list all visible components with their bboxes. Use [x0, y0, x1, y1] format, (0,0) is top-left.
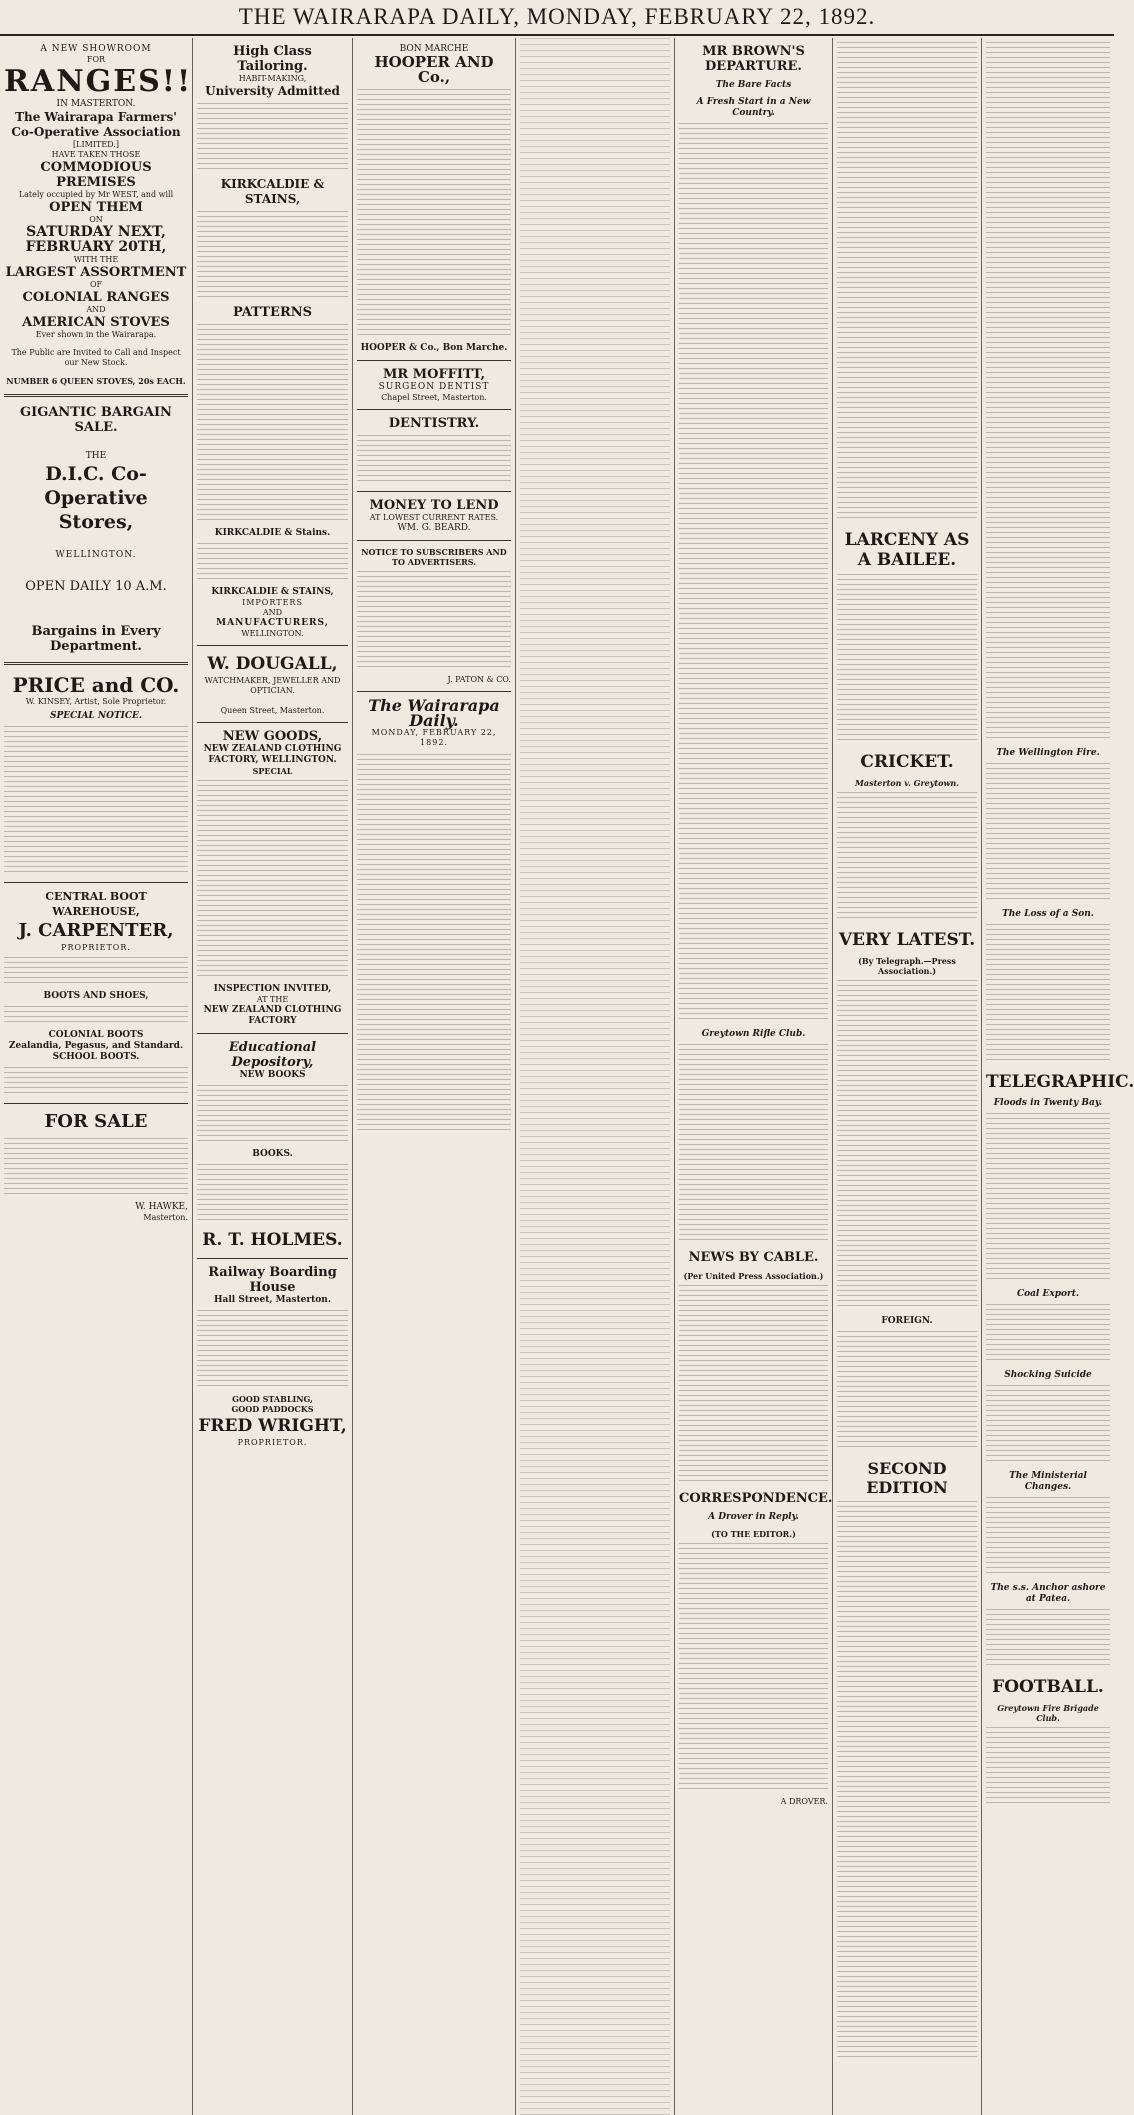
clothing-advert: [197, 729, 348, 1027]
of-text: OF: [89, 280, 103, 289]
railway-advert: [197, 1265, 348, 1448]
daily-banner: [357, 698, 511, 748]
with-the-text: WITH THE: [73, 255, 119, 264]
drover-reply-heading: A Drover in Reply.: [708, 1512, 799, 1522]
inspection-heading: INSPECTION INVITED,: [213, 984, 332, 994]
watchmaker-text: WATCHMAKER, JEWELLER AND OPTICIAN.: [204, 676, 341, 695]
continued-body: [837, 42, 977, 522]
public-invited-text: The Public are Invited to Call and Inspect our New Stock.: [11, 348, 181, 367]
colonial-ranges-heading: COLONIAL RANGES: [22, 290, 170, 305]
for-sale-heading: FOR SALE: [44, 1111, 148, 1132]
divider: [4, 882, 188, 883]
tailoring-advert: [197, 44, 348, 639]
hooper-heading: HOOPER AND Co.,: [374, 53, 494, 86]
price-body: [4, 726, 188, 876]
importers-text: IMPORTERS: [242, 598, 303, 607]
gigantic-heading: GIGANTIC BARGAIN SALE.: [20, 405, 172, 435]
column-7: [982, 38, 1134, 2115]
correspondence-body: [679, 1543, 828, 1793]
beard-text: WM. G. BEARD.: [397, 523, 471, 533]
divider: [357, 691, 511, 692]
nz-clothing-factory: NEW ZEALAND CLOTHING FACTORY: [203, 1005, 342, 1026]
university-heading: University Admitted: [205, 84, 340, 98]
continued-body: [986, 42, 1110, 742]
moffitt-heading: MR MOFFITT,: [383, 367, 485, 382]
football-heading: FOOTBALL.: [992, 1677, 1104, 1697]
price-heading: PRICE and CO.: [12, 673, 180, 697]
hooper-sig: HOOPER & Co., Bon Marche.: [360, 343, 508, 353]
at-the-text: AT THE: [256, 995, 289, 1004]
hall-street-heading: Hall Street, Masterton.: [214, 1295, 331, 1305]
zealandia-heading: Zealandia, Pegasus, and Standard.: [8, 1041, 184, 1051]
money-advert: [357, 498, 511, 534]
telegraph-text: (By Telegraph.—Press Association.): [858, 956, 956, 976]
ranges-advert: [4, 44, 193, 386]
departure-body: [679, 123, 828, 1023]
ministerial-heading: The Ministerial Changes.: [1009, 1471, 1087, 1492]
carpenter-proprietor: PROPRIETOR.: [61, 943, 131, 952]
open-daily-text: OPEN DAILY 10 A.M.: [25, 579, 167, 594]
divider: [197, 645, 348, 646]
paddocks-text: GOOD PADDOCKS: [231, 1404, 314, 1414]
patterns-heading: PATTERNS: [232, 305, 313, 320]
educational-body-2: [197, 1164, 348, 1224]
press-assoc-text: (Per United Press Association.): [683, 1271, 824, 1281]
educational-heading: Educational Depository,: [228, 1040, 317, 1070]
notice-advert: [357, 547, 511, 685]
moffitt-advert: [357, 367, 511, 403]
foreign-heading: FOREIGN.: [881, 1316, 933, 1326]
for-sale-body: [4, 1138, 188, 1198]
column-5: [675, 38, 833, 2115]
rifle-club-body: [679, 1044, 828, 1244]
floods-body: [986, 1113, 1110, 1283]
dentistry-heading: DENTISTRY.: [388, 416, 480, 431]
limited-text: [LIMITED.]: [73, 140, 119, 149]
educational-body: [197, 1085, 348, 1145]
tailoring-body: [197, 103, 348, 173]
news-column-text: [520, 38, 670, 2115]
latest-body: [837, 980, 977, 1310]
telegraphic-heading: TELEGRAPHIC.: [986, 1072, 1134, 1092]
manufacturers-text: MANUFACTURERS,: [216, 618, 329, 628]
nz-clothing-heading: NEW ZEALAND CLOTHING FACTORY, WELLINGTON.: [203, 744, 342, 765]
notice-body: [357, 571, 511, 671]
dentistry-body: [357, 435, 511, 485]
railway-body: [197, 1310, 348, 1390]
special-text: SPECIAL: [252, 766, 293, 776]
column-6: [833, 38, 982, 2115]
fresh-start-heading: A Fresh Start in a New Country.: [696, 97, 811, 118]
fire-brigade-heading: Greytown Fire Brigade Club.: [997, 1703, 1099, 1723]
dic-advert: [4, 405, 188, 654]
tailoring-body-3: [197, 324, 348, 524]
larceny-heading: LARCENY AS A BAILEE.: [844, 530, 970, 570]
larceny-body: [837, 574, 977, 744]
floods-heading: Floods in Twenty Bay.: [993, 1098, 1103, 1108]
farmers-heading: The Wairarapa Farmers' Co-Operative Association: [11, 110, 181, 139]
date-line: MONDAY, FEBRUARY 22, 1892.: [371, 728, 497, 747]
kirkcaldie-heading: KIRKCALDIE & STAINS,: [220, 177, 325, 206]
hawke-name: W. HAWKE,: [135, 1202, 188, 1212]
showroom-text: A NEW SHOWROOM: [40, 44, 152, 54]
stoves-price-text: NUMBER 6 QUEEN STOVES, 20s EACH.: [6, 376, 186, 386]
rifle-club-heading: Greytown Rifle Club.: [701, 1029, 806, 1039]
foreign-body: [837, 1331, 977, 1451]
ministerial-body: [986, 1497, 1110, 1577]
divider: [357, 491, 511, 492]
divider: [4, 1103, 188, 1104]
correspondence-heading: CORRESPONDENCE.: [679, 1491, 833, 1506]
stabling-text: GOOD STABLING,: [232, 1394, 313, 1404]
suicide-body: [986, 1385, 1110, 1465]
lowest-text: AT LOWEST CURRENT RATES.: [369, 513, 499, 522]
dic-heading: D.I.C. Co-Operative Stores,: [44, 463, 148, 533]
habit-text: HABIT-MAKING,: [238, 74, 307, 83]
fire-brigade-body: [986, 1727, 1110, 1807]
carpenter-body: [4, 957, 188, 987]
divider: [4, 394, 188, 397]
chapel-street-text: Chapel Street, Masterton.: [381, 393, 487, 402]
cable-heading: NEWS BY CABLE.: [688, 1250, 819, 1265]
bargains-heading: Bargains in Every Department.: [31, 624, 161, 654]
special-notice-heading: SPECIAL NOTICE.: [49, 711, 143, 721]
departure-heading: MR BROWN'S DEPARTURE.: [702, 44, 805, 74]
second-edition-heading: SECOND EDITION: [866, 1459, 948, 1497]
books-heading: BOOKS.: [252, 1149, 293, 1159]
commodious-heading: COMMODIOUS PREMISES: [40, 160, 152, 190]
on-text: ON: [89, 215, 103, 224]
school-boots-heading: SCHOOL BOOTS.: [52, 1052, 140, 1062]
dougall-address: Queen Street, Masterton.: [220, 706, 325, 715]
very-latest-heading: VERY LATEST.: [838, 930, 976, 950]
wellington-fire-body: [986, 763, 1110, 903]
surgeon-dentist-text: SURGEON DENTIST: [378, 382, 490, 392]
dougall-advert: [197, 652, 348, 716]
hawke-place: Masterton.: [143, 1213, 188, 1222]
american-stoves-heading: AMERICAN STOVES: [22, 315, 170, 330]
divider: [197, 1258, 348, 1259]
column-1: [0, 38, 193, 2115]
price-sub: W. KINSEY, Artist, Sole Proprietor.: [25, 697, 167, 706]
coal-heading: Coal Export.: [1016, 1289, 1080, 1299]
divider: [197, 1033, 348, 1034]
lately-text: Lately occupied by Mr WEST, and will: [18, 190, 174, 199]
new-books-heading: NEW BOOKS: [239, 1070, 306, 1080]
kirkcaldie-sig: KIRKCALDIE & Stains.: [214, 528, 331, 538]
wellington-fire-heading: The Wellington Fire.: [996, 748, 1100, 758]
bare-facts-heading: The Bare Facts: [715, 80, 792, 90]
carpenter-body-2: [4, 1006, 188, 1026]
price-advert: [4, 673, 188, 876]
to-editor-text: (TO THE EDITOR.): [711, 1529, 796, 1539]
second-edition-body: [837, 1501, 977, 2061]
colonial-boots-heading: COLONIAL BOOTS: [48, 1030, 144, 1040]
cable-body: [679, 1285, 828, 1485]
for-sale-advert: [4, 1110, 188, 1223]
bon-marche-text: BON MARCHE: [399, 44, 469, 54]
cricket-body: [837, 792, 977, 922]
masterton-text: IN MASTERTON.: [56, 99, 136, 109]
dougall-heading: W. DOUGALL,: [207, 654, 338, 674]
divider: [357, 360, 511, 361]
column-3: [353, 38, 516, 2115]
column-2: [193, 38, 353, 2115]
saturday-heading: SATURDAY NEXT, FEBRUARY 20TH,: [25, 224, 167, 255]
open-them-heading: OPEN THEM: [49, 200, 143, 215]
leader-article: [357, 754, 511, 1134]
cricket-sub: Masterton v. Greytown.: [855, 778, 959, 788]
high-class-heading: High Class Tailoring.: [233, 44, 312, 74]
wellington-text: WELLINGTON.: [55, 550, 137, 560]
paton-sig: J. PATON & CO.: [447, 675, 511, 684]
the-text: THE: [85, 451, 107, 461]
have-taken-text: HAVE TAKEN THOSE: [51, 150, 141, 159]
ashore-body: [986, 1609, 1110, 1669]
column-4: [516, 38, 675, 2115]
newspaper-title: THE WAIRARAPA DAILY, MONDAY, FEBRUARY 22, 1892.: [238, 4, 876, 29]
wellington-text: WELLINGTON.: [241, 629, 304, 638]
railway-heading: Railway Boarding House: [208, 1265, 337, 1295]
largest-heading: LARGEST ASSORTMENT: [5, 265, 187, 280]
drover-sig: A DROVER.: [780, 1797, 828, 1806]
and-text: AND: [86, 305, 106, 314]
cricket-heading: CRICKET.: [860, 752, 954, 772]
clothing-body: [197, 780, 348, 980]
new-goods-heading: NEW GOODS,: [222, 729, 323, 744]
divider: [357, 540, 511, 541]
tailoring-body-2: [197, 211, 348, 301]
loss-heading: The Loss of a Son.: [1002, 909, 1094, 919]
suicide-heading: Shocking Suicide: [1004, 1370, 1092, 1380]
ashore-heading: The s.s. Anchor ashore at Patea.: [990, 1583, 1106, 1604]
divider: [357, 409, 511, 410]
loss-body: [986, 924, 1110, 1064]
daily-banner-title: The Wairarapa Daily.: [368, 696, 500, 730]
holmes-heading: R. T. HOLMES.: [202, 1230, 343, 1250]
carpenter-advert: [4, 889, 188, 1097]
hooper-body: [357, 89, 511, 339]
boots-shoes-heading: BOOTS AND SHOES,: [43, 991, 149, 1001]
hooper-advert: [357, 44, 511, 354]
and-text: AND: [262, 608, 283, 617]
money-heading: MONEY TO LEND: [369, 498, 499, 513]
wright-proprietor: PROPRIETOR.: [237, 1438, 308, 1447]
educational-advert: [197, 1040, 348, 1252]
wright-heading: FRED WRIGHT,: [198, 1416, 347, 1436]
notice-heading: NOTICE TO SUBSCRIBERS AND TO ADVERTISERS.: [361, 547, 507, 567]
divider: [4, 662, 188, 665]
dentistry-advert: [357, 416, 511, 485]
divider: [197, 722, 348, 723]
carpenter-heading: J. CARPENTER,: [18, 920, 174, 941]
central-boot-heading: CENTRAL BOOT WAREHOUSE,: [45, 890, 147, 918]
masthead: [0, 0, 1114, 36]
kirkcaldie-sig-2: KIRKCALDIE & STAINS,: [211, 587, 334, 597]
ranges-heading: RANGES!!: [4, 64, 193, 99]
ever-shown-text: Ever shown in the Wairarapa.: [35, 330, 157, 339]
carpenter-body-3: [4, 1067, 188, 1097]
for-text: FOR: [86, 55, 106, 64]
tailoring-body-4: [197, 543, 348, 583]
coal-body: [986, 1304, 1110, 1364]
